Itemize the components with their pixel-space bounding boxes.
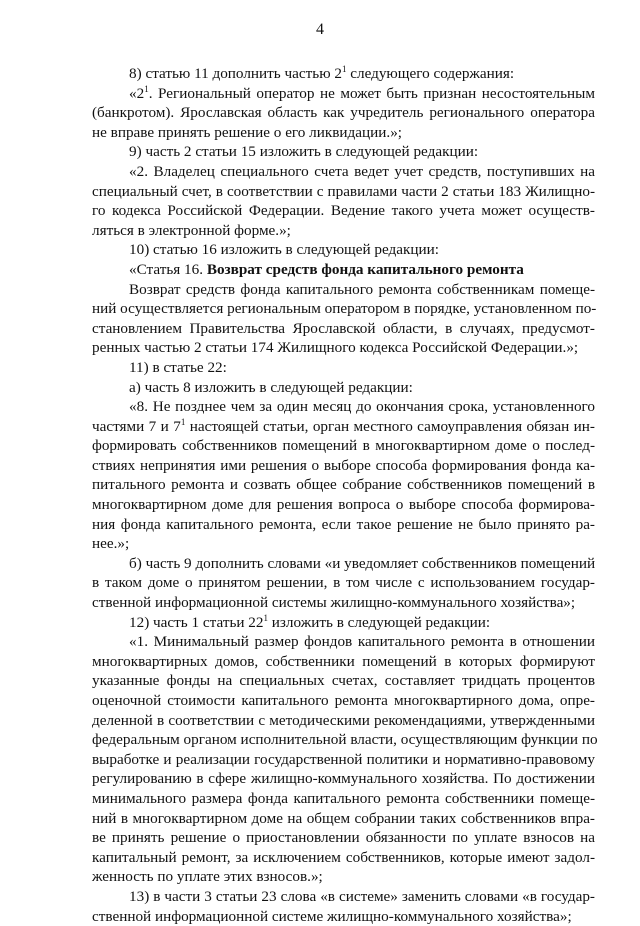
text-line xyxy=(92,534,595,554)
text-line xyxy=(92,554,595,574)
superscript: 1 xyxy=(144,83,149,94)
text-segment: деленной в соответствии с методическими рекомендациями, утвержденными xyxy=(92,711,595,729)
text-line xyxy=(92,417,595,437)
text-segment: частями 7 и 7 xyxy=(92,417,181,435)
text-segment: питального ремонта и созвать общее собрание собственников помещений в xyxy=(92,476,595,494)
text-segment: «2 xyxy=(129,84,145,102)
text-line xyxy=(92,123,595,143)
text-segment: ствиях непринятия ими решения о выборе способа формирования фонда ка- xyxy=(92,456,595,474)
text-line xyxy=(92,809,595,829)
text-segment: нее.»; xyxy=(92,535,130,553)
document-body xyxy=(92,64,598,926)
text-segment: а) часть 8 изложить в следующей редакции: xyxy=(129,378,413,396)
text-segment: настоящей статьи, орган местного самоуправления обязан ин- xyxy=(185,417,595,435)
text-line xyxy=(92,475,595,495)
text-segment: многоквартирных домов, собственники помещений в которых формируют xyxy=(92,652,595,670)
text-segment: «1. Минимальный размер фондов капитального ремонта в отношении xyxy=(129,633,595,651)
text-segment: б) часть 9 дополнить словами «и уведомляет собственников помещений xyxy=(129,554,596,572)
text-line xyxy=(92,142,595,162)
text-line xyxy=(92,711,595,731)
text-segment: . Региональный оператор не может быть признан несостоятельным xyxy=(148,84,595,102)
text-line xyxy=(92,613,595,633)
text-line xyxy=(92,456,595,476)
text-segment: капитальный ремонт, за исключением собственников, которые имеют задол- xyxy=(92,848,595,866)
text-line xyxy=(92,299,595,319)
text-segment: го кодекса Российской Федерации. Ведение такого учета может осуществ- xyxy=(92,202,595,220)
text-segment: федеральным органом исполнительной власти, осуществляющим функции по xyxy=(92,731,598,749)
text-line xyxy=(92,828,595,848)
text-line xyxy=(92,201,595,221)
text-segment: ственной информационной системы жилищно-коммунального хозяйства»; xyxy=(92,594,576,612)
text-line xyxy=(92,338,595,358)
text-segment: следующего содержания: xyxy=(346,65,515,82)
text-line xyxy=(92,671,595,691)
text-segment: ний осуществляется региональным оператором в порядке, установленном по- xyxy=(92,300,597,318)
text-line xyxy=(92,319,595,339)
text-line xyxy=(92,162,595,182)
text-line xyxy=(92,593,595,613)
text-line xyxy=(92,691,595,711)
text-segment: «2. Владелец специального счета ведет учет средств, поступивших на xyxy=(129,162,595,180)
text-line xyxy=(92,103,595,123)
text-segment: не вправе принять решение о его ликвидации.»; xyxy=(92,123,403,141)
text-line xyxy=(92,378,595,398)
text-line xyxy=(92,515,595,535)
article-heading: Возврат средств фонда капитального ремонта xyxy=(206,260,524,278)
text-segment: 9) часть 2 статьи 15 изложить в следующей редакции: xyxy=(129,143,479,161)
text-segment: оценочной стоимости капитального ремонта многоквартирного дома, опре- xyxy=(92,692,595,709)
text-line xyxy=(92,573,595,593)
page-number: 4 xyxy=(316,21,324,38)
text-segment: Возврат средств фонда капитального ремонта собственникам помеще- xyxy=(129,280,595,298)
superscript: 1 xyxy=(341,64,347,74)
text-line xyxy=(92,240,595,260)
text-line xyxy=(92,750,595,770)
text-line xyxy=(92,436,595,456)
text-segment: 11) в статье 22: xyxy=(129,358,227,376)
text-segment: 8) статью 11 дополнить частью 2 xyxy=(129,65,342,82)
text-segment: в таком доме о принятом решении, в том числе с использованием государ- xyxy=(92,574,595,592)
text-segment: 13) в части 3 статьи 23 слова «в системе» заменить словами «в государ- xyxy=(129,887,595,905)
text-line xyxy=(92,358,595,378)
text-segment: 10) статью 16 изложить в следующей редакции: xyxy=(129,241,439,259)
text-line xyxy=(92,652,595,672)
text-segment: 12) часть 1 статьи 22 xyxy=(129,613,264,631)
text-segment: (банкротом). Ярославская область как учредитель регионального оператора xyxy=(92,104,595,122)
text-segment: ний в многоквартирном доме на общем собрании таких собственников впра- xyxy=(92,809,595,827)
text-segment: регулированию в сфере жилищно-коммунального хозяйства. По достижении xyxy=(92,770,595,788)
text-line xyxy=(92,907,595,926)
text-line xyxy=(92,789,595,809)
text-segment: указанные фонды на специальных счетах, составляет тридцать процентов xyxy=(92,672,595,690)
superscript: 1 xyxy=(180,416,186,427)
text-line xyxy=(92,397,595,417)
text-line xyxy=(92,495,595,515)
text-line xyxy=(92,848,595,868)
text-segment: ляться в электронной форме.»; xyxy=(92,221,291,239)
text-line xyxy=(92,730,598,750)
text-segment: выработке и реализации государственной политики и нормативно-правовому xyxy=(92,750,595,768)
text-line xyxy=(92,867,595,887)
text-line xyxy=(92,84,595,104)
text-segment: многоквартирном доме для решения вопроса о выборе способа формирова- xyxy=(92,496,595,514)
text-segment: женность по уплате этих взносов.»; xyxy=(92,868,323,886)
text-segment: ве принять решение о приостановлении обязанности по уплате взносов на xyxy=(92,829,595,847)
superscript: 1 xyxy=(263,612,268,623)
text-segment: формировать собственников помещений в многоквартирном доме о послед- xyxy=(92,437,595,455)
text-line xyxy=(92,64,595,84)
text-segment: минимального размера фонда капитального ремонта собственники помеще- xyxy=(92,789,595,807)
text-segment: ственной информационной системе жилищно-коммунального хозяйства»; xyxy=(92,907,572,925)
text-segment: изложить в следующей редакции: xyxy=(268,613,491,631)
text-line xyxy=(92,182,595,202)
text-line xyxy=(92,632,595,652)
text-segment: «8. Не позднее чем за один месяц до окончания срока, установленного xyxy=(129,398,595,416)
text-segment: ния фонда капитального ремонта, если такое решение не было принято ра- xyxy=(92,515,595,533)
text-line xyxy=(92,280,595,300)
text-line xyxy=(92,769,595,789)
text-segment: специальный счет, в соответствии с правилами части 2 статьи 183 Жилищно- xyxy=(92,182,595,200)
text-line xyxy=(92,260,595,280)
text-segment: ренных частью 2 статьи 174 Жилищного кодекса Российской Федерации.»; xyxy=(92,339,579,357)
text-segment: становлением Правительства Ярославской области, в случаях, предусмот- xyxy=(92,319,595,337)
text-segment: «Статья 16. xyxy=(129,260,207,278)
text-line xyxy=(92,887,595,907)
text-line xyxy=(92,221,595,241)
